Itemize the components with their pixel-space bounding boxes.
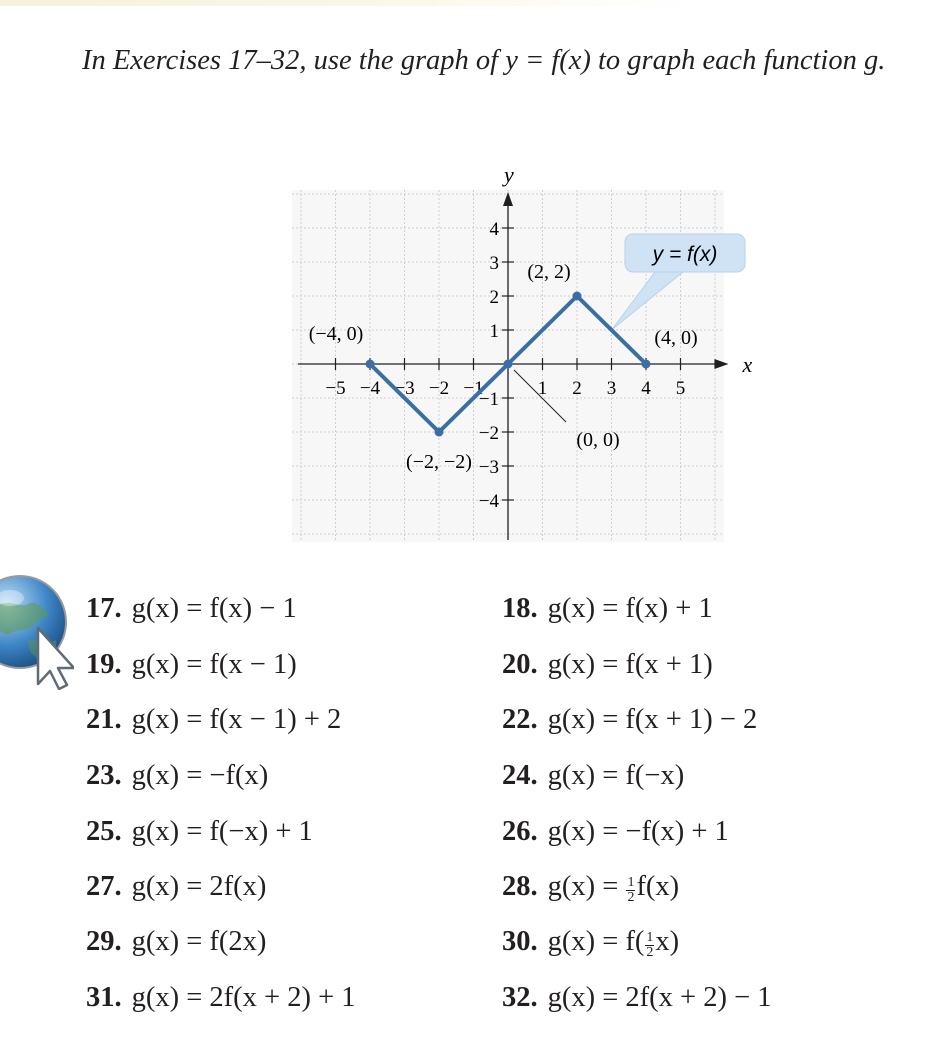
exercise-24: 24. g(x) = f(−x) (502, 760, 685, 791)
exercise-31: 31. g(x) = 2f(x + 2) + 1 (86, 982, 356, 1013)
exercise-20: 20. g(x) = f(x + 1) (502, 649, 713, 680)
exercise-32: 32. g(x) = 2f(x + 2) − 1 (502, 982, 772, 1013)
x-tick-label: −4 (359, 378, 381, 399)
exercise-instructions: In Exercises 17–32, use the graph of y = f(x) to graph each function g. (82, 45, 886, 76)
exercise-formula-tail: x) (655, 926, 680, 957)
x-tick-label: 1 (537, 378, 548, 399)
y-axis-label: y (504, 162, 514, 187)
globe-cursor-icon[interactable] (0, 574, 74, 690)
y-tick-label: −4 (478, 491, 499, 512)
exercise-formula: g(x) = f(−x) (547, 760, 685, 791)
exercise-formula: g(x) = f(x − 1) (131, 649, 297, 680)
x-tick-label: 4 (641, 378, 651, 399)
y-tick-label: 1 (489, 321, 499, 342)
y-tick-label: 4 (489, 219, 499, 240)
exercise-formula: g(x) = f(x) + 1 (547, 593, 713, 624)
x-tick-label: −1 (463, 378, 484, 399)
y-tick-label: 3 (489, 253, 499, 274)
top-band (0, 0, 928, 6)
exercise-25: 25. g(x) = f(−x) + 1 (86, 816, 313, 847)
vertex-point (642, 360, 651, 369)
exercise-29: 29. g(x) = f(2x) (86, 926, 267, 957)
vertex-label: (−4, 0) (308, 323, 364, 345)
y-tick-label: −2 (478, 423, 499, 444)
exercise-formula: g(x) = f(−x) + 1 (131, 816, 313, 847)
vertex-label: (−2, −2) (406, 451, 472, 473)
exercise-formula: g(x) = 2f(x + 2) + 1 (131, 982, 356, 1013)
vertex-point (366, 360, 375, 369)
x-tick-label: 2 (572, 378, 582, 399)
vertex-point (504, 360, 513, 369)
curve-label: y = f(x) (652, 243, 718, 266)
exercise-17: 17. g(x) = f(x) − 1 (86, 593, 297, 624)
exercise-26: 26. g(x) = −f(x) + 1 (502, 816, 729, 847)
x-tick-label: −2 (428, 378, 450, 399)
y-tick-label: 2 (489, 287, 499, 308)
exercise-formula: g(x) = 2f(x + 2) − 1 (547, 982, 772, 1013)
exercise-27: 27. g(x) = 2f(x) (86, 871, 267, 902)
vertex-label: (2, 2) (527, 261, 571, 283)
exercise-formula: g(x) = −f(x) + 1 (547, 816, 729, 847)
vertex-label: (4, 0) (654, 327, 698, 349)
exercise-formula-tail: f(x) (636, 871, 680, 902)
y-tick-label: −3 (478, 457, 499, 478)
fraction-one-half: $\frac{1}{2}$ (646, 930, 654, 960)
vertex-point (435, 428, 444, 437)
exercise-formula: g(x) = −f(x) (131, 760, 269, 791)
exercise-formula: g(x) = (547, 871, 626, 902)
function-graph (290, 160, 760, 550)
x-axis-label: x (742, 352, 753, 377)
fraction-one-half: $\frac{1}{2}$ (627, 875, 635, 905)
exercise-formula: g(x) = f(x − 1) + 2 (131, 704, 342, 735)
x-tick-label: −5 (325, 378, 346, 399)
exercise-23: 23. g(x) = −f(x) (86, 760, 269, 791)
exercise-formula: g(x) = f(x) − 1 (131, 593, 297, 624)
vertex-point (573, 292, 582, 301)
exercise-18: 18. g(x) = f(x) + 1 (502, 593, 713, 624)
vertex-label: (0, 0) (576, 429, 620, 451)
exercise-formula: g(x) = 2f(x) (131, 871, 267, 902)
exercise-formula: g(x) = f(2x) (131, 926, 267, 957)
exercise-21: 21. g(x) = f(x − 1) + 2 (86, 704, 342, 735)
exercise-formula: g(x) = f( (547, 926, 645, 957)
exercise-19: 19. g(x) = f(x − 1) (86, 649, 297, 680)
x-tick-label: 3 (606, 378, 617, 399)
y-tick-label: −1 (478, 389, 499, 410)
x-tick-label: 5 (675, 378, 686, 399)
exercise-22: 22. g(x) = f(x + 1) − 2 (502, 704, 758, 735)
exercise-formula: g(x) = f(x + 1) − 2 (547, 704, 758, 735)
exercise-formula: g(x) = f(x + 1) (547, 649, 713, 680)
exercise-30: 30. g(x) = f( $\frac{1}{2}$ x) (502, 926, 680, 960)
x-tick-label: −3 (394, 378, 415, 399)
exercise-28: 28. g(x) = $\frac{1}{2}$ f(x) (502, 871, 680, 905)
